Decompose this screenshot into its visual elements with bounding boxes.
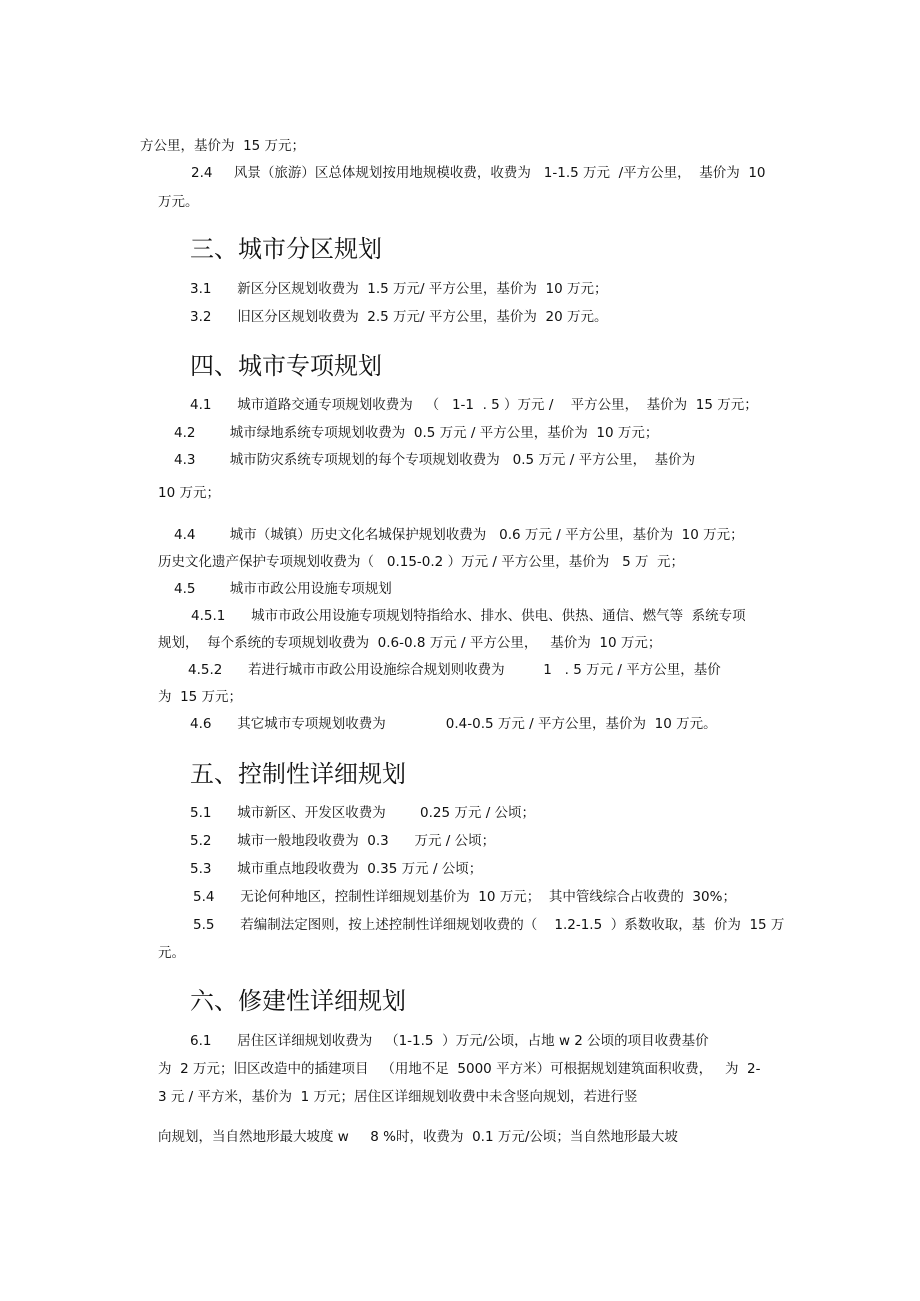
text-line: 历史文化遗产保护专项规划收费为（ 0.15-0.2 ）万元 / 平方公里，基价为 5 万 元；: [158, 554, 685, 570]
text-line: 5.2 城市一般地段收费为 0.3 万元 / 公顷；: [190, 833, 496, 849]
text-line: 4.2 城市绿地系统专项规划收费为 0.5 万元 / 平方公里，基价为 10 万元；: [174, 425, 659, 441]
text-line: 4.5.2 若进行城市市政公用设施综合规划则收费为 1 . 5 万元 / 平方公里，基价: [188, 662, 721, 678]
text-line: 4.3 城市防灾系统专项规划的每个专项规划收费为 0.5 万元 / 平方公里， 基价为: [174, 452, 696, 468]
text-line: 5.3 城市重点地段收费为 0.35 万元 / 公顷；: [190, 861, 483, 877]
section-heading: 五、控制性详细规划: [190, 760, 406, 788]
text-line: 4.4 城市（城镇）历史文化名城保护规划收费为 0.6 万元 / 平方公里，基价为 10 万元；: [174, 527, 744, 543]
text-line: 向规划，当自然地形最大坡度 w 8 %时，收费为 0.1 万元/公顷；当自然地形最大坡: [158, 1129, 678, 1145]
section-heading: 三、城市分区规划: [190, 235, 382, 263]
text-line: 方公里，基价为 15 万元；: [140, 138, 306, 154]
text-line: 5.1 城市新区、开发区收费为 0.25 万元 / 公顷；: [190, 805, 536, 821]
text-line: 3.1 新区分区规划收费为 1.5 万元/ 平方公里，基价为 10 万元；: [190, 281, 608, 297]
text-line: 万元。: [158, 194, 199, 210]
text-line: 3.2 旧区分区规划收费为 2.5 万元/ 平方公里，基价为 20 万元。: [190, 309, 608, 325]
text-line: 3 元 / 平方米，基价为 1 万元；居住区详细规划收费中未含竖向规划，若进行竖: [158, 1089, 638, 1105]
text-line: 4.5.1 城市市政公用设施专项规划特指给水、排水、供电、供热、通信、燃气等 系统专项: [191, 608, 746, 624]
text-line: 元。: [158, 945, 185, 961]
text-line: 4.6 其它城市专项规划收费为 0.4-0.5 万元 / 平方公里，基价为 10 万元。: [190, 716, 717, 732]
section-heading: 六、修建性详细规划: [190, 987, 406, 1015]
text-line: 规划， 每个系统的专项规划收费为 0.6-0.8 万元 / 平方公里， 基价为 10 万元；: [158, 635, 662, 651]
text-line: 4.1 城市道路交通专项规划收费为 （ 1-1 . 5 ）万元 / 平方公里， 基价为 15 万元；: [190, 397, 758, 413]
text-line: 5.5 若编制法定图则，按上述控制性详细规划收费的（ 1.2-1.5 ）系数收取，基 价为 15 万: [193, 917, 785, 933]
text-line: 2.4 风景（旅游）区总体规划按用地规模收费，收费为 1-1.5 万元 /平方公里， 基价为 10: [191, 165, 766, 181]
section-heading: 四、城市专项规划: [190, 352, 382, 380]
text-line: 4.5 城市市政公用设施专项规划: [174, 581, 392, 597]
text-line: 6.1 居住区详细规划收费为 （1-1.5 ）万元/公顷，占地 w 2 公顷的项目收费基价: [190, 1033, 709, 1049]
text-line: 为 2 万元；旧区改造中的插建项目 （用地不足 5000 平方米）可根据规划建筑面积收费， 为 2-: [158, 1061, 761, 1077]
text-line: 为 15 万元；: [158, 689, 243, 705]
text-line: 10 万元；: [158, 485, 220, 501]
text-line: 5.4 无论何种地区，控制性详细规划基价为 10 万元； 其中管线综合占收费的 30%；: [193, 889, 736, 905]
